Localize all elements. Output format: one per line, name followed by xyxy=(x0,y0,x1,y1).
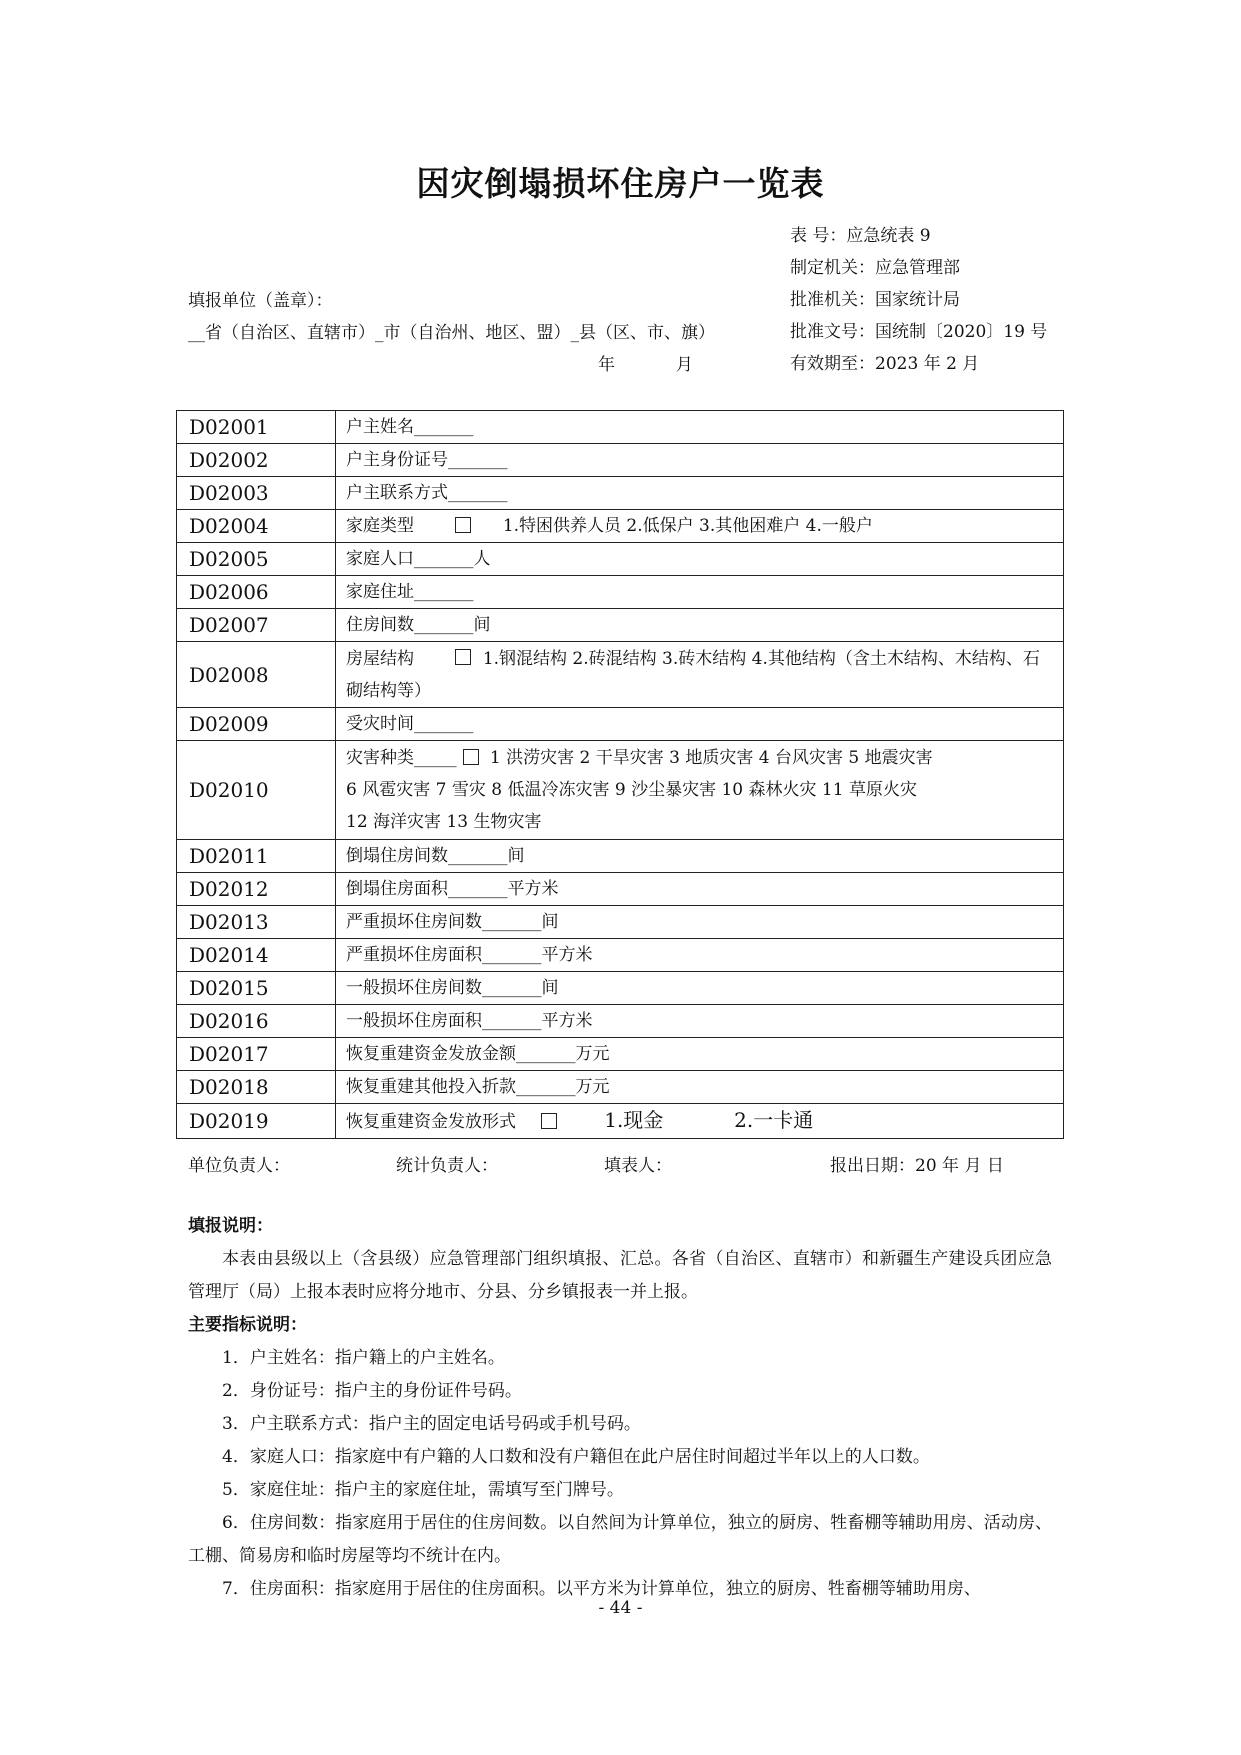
table-row xyxy=(177,972,1064,1005)
row-label[interactable]: 户主姓名_______ xyxy=(336,411,1064,444)
row-label[interactable]: 受灾时间_______ xyxy=(336,708,1064,741)
stat-head-label: 统计负责人： xyxy=(396,1156,498,1176)
year-month-line xyxy=(598,350,693,375)
row-label[interactable]: 倒塌住房间数_______间 xyxy=(336,840,1064,873)
row-code: D02014 xyxy=(177,939,336,972)
table-row xyxy=(177,873,1064,906)
note-item: 2．身份证号：指户主的身份证件号码。 xyxy=(222,1381,522,1401)
meta-approval-number: 批准文号：国统制〔2020〕19 号 xyxy=(790,322,1048,342)
meta-issuer: 制定机关：应急管理部 xyxy=(790,258,960,278)
report-date-label: 报出日期：20 年 月 日 xyxy=(830,1156,1004,1176)
row-code: D02010 xyxy=(177,741,336,840)
fill-unit-label: 填报单位（盖章）： xyxy=(188,291,333,311)
row-label[interactable]: 一般损坏住房面积_______平方米 xyxy=(336,1005,1064,1038)
table-row xyxy=(177,741,1064,840)
row-code: D02009 xyxy=(177,708,336,741)
row-label[interactable]: 户主联系方式_______ xyxy=(336,477,1064,510)
row-label[interactable]: 严重损坏住房间数_______间 xyxy=(336,906,1064,939)
page-number: - 44 - xyxy=(598,1598,643,1618)
meta-valid-until: 有效期至：2023 年 2 月 xyxy=(790,354,980,374)
fill-instructions-title: 填报说明： xyxy=(188,1216,273,1236)
row-label[interactable]: 家庭人口_______人 xyxy=(336,543,1064,576)
option-cash: 1.现金 xyxy=(604,1108,664,1132)
table-row xyxy=(177,1005,1064,1038)
row-label[interactable]: 户主身份证号_______ xyxy=(336,444,1064,477)
checkbox[interactable] xyxy=(463,749,479,765)
row-label: 房屋结构 xyxy=(346,648,414,669)
meta-approver: 批准机关：国家统计局 xyxy=(790,290,960,310)
year-label: 年 xyxy=(598,355,615,375)
option-card: 2.一卡通 xyxy=(734,1108,814,1132)
row-code: D02011 xyxy=(177,840,336,873)
table-row xyxy=(177,1071,1064,1104)
household-table xyxy=(176,410,1064,1139)
table-row xyxy=(177,840,1064,873)
row-code: D02018 xyxy=(177,1071,336,1104)
filler-label: 填表人： xyxy=(604,1156,672,1176)
note-item: 3．户主联系方式：指户主的固定电话号码或手机号码。 xyxy=(222,1414,641,1434)
row-code: D02001 xyxy=(177,411,336,444)
row-label[interactable]: 一般损坏住房间数_______间 xyxy=(336,972,1064,1005)
table-row xyxy=(177,576,1064,609)
table-row xyxy=(177,642,1064,708)
fill-instructions-text: 本表由县级以上（含县级）应急管理部门组织填报、汇总。各省（自治区、直辖市）和新疆生产建设兵团应急管理厅（局）上报本表时应将分地市、分县、分乡镇报表一并上报。 xyxy=(188,1249,1052,1302)
table-row xyxy=(177,510,1064,543)
row-code: D02002 xyxy=(177,444,336,477)
table-row xyxy=(177,477,1064,510)
note-item: 5．家庭住址：指户主的家庭住址，需填写至门牌号。 xyxy=(222,1480,624,1500)
row-options: 1.特困供养人员 2.低保户 3.其他困难户 4.一般户 xyxy=(502,516,873,536)
row-label[interactable]: 倒塌住房面积_______平方米 xyxy=(336,873,1064,906)
row-label[interactable]: 严重损坏住房面积_______平方米 xyxy=(336,939,1064,972)
checkbox[interactable] xyxy=(455,517,471,533)
row-code: D02015 xyxy=(177,972,336,1005)
note-item: 1．户主姓名：指户籍上的户主姓名。 xyxy=(222,1348,505,1368)
row-options: 1.钢混结构 2.砖混结构 3.砖木结构 4.其他结构（含土木结构、木结构、石砌结构等） xyxy=(346,648,1040,701)
row-code: D02003 xyxy=(177,477,336,510)
table-row xyxy=(177,609,1064,642)
table-row xyxy=(177,1104,1064,1139)
table-row xyxy=(177,939,1064,972)
row-label[interactable]: 恢复重建其他投入折款_______万元 xyxy=(336,1071,1064,1104)
row-code: D02005 xyxy=(177,543,336,576)
row-label[interactable]: 家庭住址_______ xyxy=(336,576,1064,609)
row-code: D02013 xyxy=(177,906,336,939)
row-code: D02007 xyxy=(177,609,336,642)
row-code: D02016 xyxy=(177,1005,336,1038)
note-item: 6．住房间数：指家庭用于居住的住房间数。以自然间为计算单位，独立的厨房、牲畜棚等辅助用房、活动房、工棚、简易房和临时房屋等均不统计在内。 xyxy=(188,1513,1052,1566)
row-options-2: 6 风雹灾害 7 雪灾 8 低温冷冻灾害 9 沙尘暴灾害 10 森林火灾 11 草原火灾 xyxy=(346,780,917,800)
instructions xyxy=(188,1210,1052,1606)
row-code: D02017 xyxy=(177,1038,336,1071)
checkbox[interactable] xyxy=(455,649,471,665)
row-label: 灾害种类_____ xyxy=(346,748,457,768)
region-line: __省（自治区、直辖市）_市（自治州、地区、盟）_县（区、市、旗） xyxy=(188,323,715,343)
row-code: D02012 xyxy=(177,873,336,906)
row-options-3: 12 海洋灾害 13 生物灾害 xyxy=(346,812,542,832)
unit-head-label: 单位负责人： xyxy=(188,1156,290,1176)
table-row xyxy=(177,1038,1064,1071)
indicator-notes-title: 主要指标说明： xyxy=(188,1315,307,1335)
row-code: D02006 xyxy=(177,576,336,609)
page-title: 因灾倒塌损坏住房户一览表 xyxy=(416,164,825,203)
row-label[interactable]: 住房间数_______间 xyxy=(336,609,1064,642)
form-meta xyxy=(790,220,1047,380)
row-options: 1 洪涝灾害 2 干旱灾害 3 地质灾害 4 台风灾害 5 地震灾害 xyxy=(489,748,933,768)
row-code: D02019 xyxy=(177,1104,336,1139)
row-label[interactable]: 恢复重建资金发放金额_______万元 xyxy=(336,1038,1064,1071)
meta-form-number: 表 号：应急统表 9 xyxy=(790,226,931,246)
month-label: 月 xyxy=(675,355,693,375)
table-row xyxy=(177,906,1064,939)
row-code: D02004 xyxy=(177,510,336,543)
table-row xyxy=(177,708,1064,741)
table-row xyxy=(177,543,1064,576)
row-label: 恢复重建资金发放形式 xyxy=(346,1112,516,1132)
row-code: D02008 xyxy=(177,642,336,708)
note-item: 4．家庭人口：指家庭中有户籍的人口数和没有户籍但在此户居住时间超过半年以上的人口数。 xyxy=(222,1447,930,1467)
table-row xyxy=(177,444,1064,477)
row-label: 家庭类型 xyxy=(346,516,414,536)
table-row xyxy=(177,411,1064,444)
note-item: 7．住房面积：指家庭用于居住的住房面积。以平方米为计算单位，独立的厨房、牲畜棚等辅助用房、 xyxy=(222,1579,981,1599)
checkbox[interactable] xyxy=(541,1113,557,1129)
